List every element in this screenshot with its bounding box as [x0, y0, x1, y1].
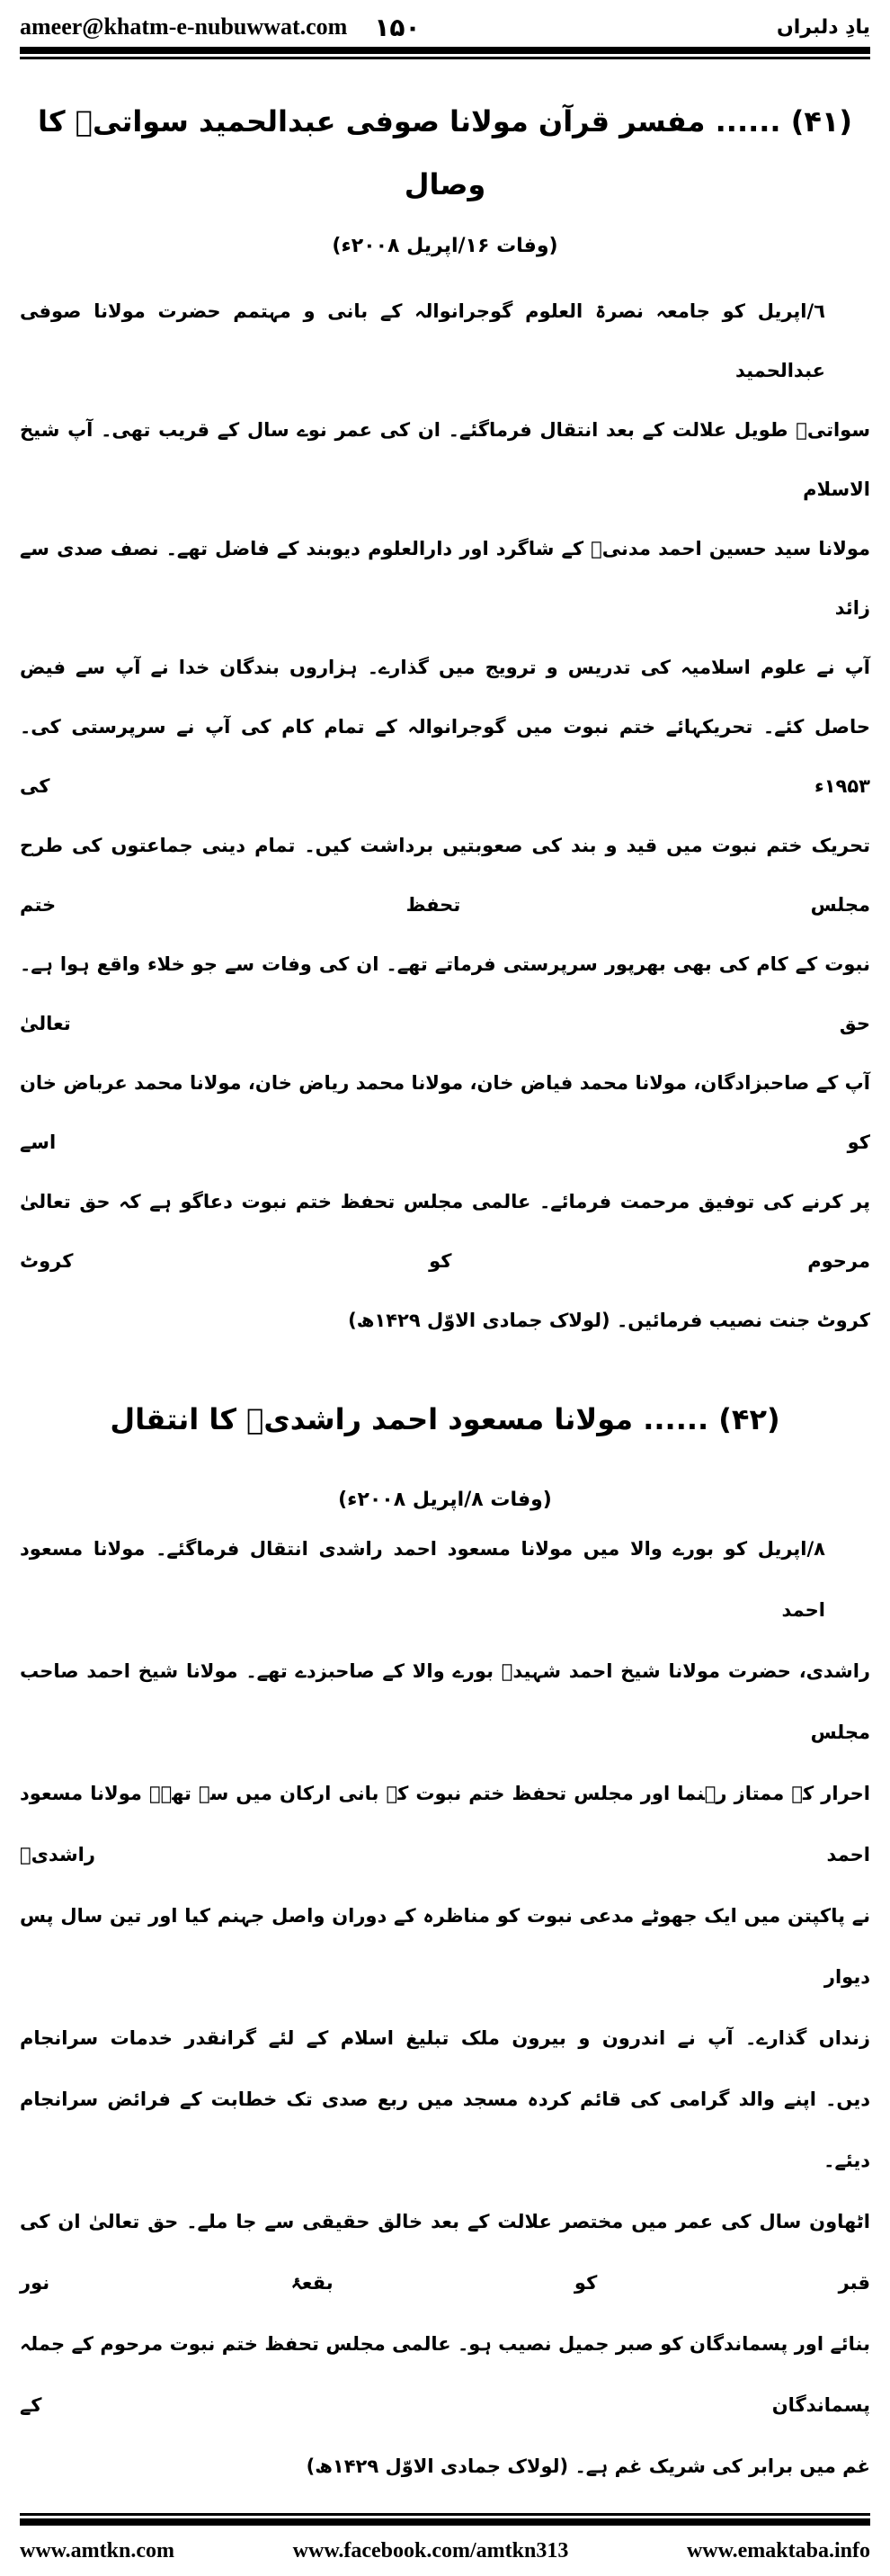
paragraph-line: راشدی، حضرت مولانا شیخ احمد شہیدؒ بورے والا کے صاحبزدے تھے۔ مولانا شیخ احمد صاحب مجلس	[20, 1660, 870, 1743]
paragraph-line: حاصل کئے۔ تحریکہائے ختم نبوت میں گوجرانوالہ کے تمام کام کی آپ نے سرپرستی کی۔ ۱۹۵۳ء کی	[20, 716, 870, 797]
paragraph-line: غم میں برابر کی شریک غم ہے۔ (لولاک جمادی الاوّل ۱۴۲۹ھ)	[306, 2455, 870, 2477]
paragraph-line: ۸/اپریل کو بورے والا میں مولانا مسعود احمد راشدی انتقال فرماگئے۔ مولانا مسعود احمد	[20, 1538, 825, 1621]
paragraph-line: آپ نے علوم اسلامیہ کی تدریس و ترویج میں گذارے۔ ہزاروں بندگان خدا نے آپ سے فیض	[20, 657, 870, 678]
footer-link-facebook[interactable]: www.facebook.com/amtkn313	[292, 2538, 569, 2563]
header-rule-thin	[20, 57, 870, 59]
paragraph-line: ٦/اپریل کو جامعہ نصرۃ العلوم گوجرانوالہ کے بانی و مہتمم حضرت مولانا صوفی عبدالحمید	[20, 300, 825, 381]
footer-rule-thin	[20, 2513, 870, 2516]
page-number: ۱۵۰	[374, 12, 421, 42]
section-42	[20, 1388, 870, 2497]
page-footer	[20, 2526, 870, 2576]
paragraph-line: نے پاکپتن میں ایک جھوٹے مدعی نبوت کو مناظرہ کے دوران واصل جہنم کیا اور تین سال پس دیوار	[20, 1905, 870, 1988]
paragraph-line: کروٹ جنت نصیب فرمائیں۔ (لولاک جمادی الاوّل ۱۴۲۹ھ)	[348, 1310, 870, 1331]
paragraph-line: نبوت کے کام کی بھی بھرپور سرپرستی فرماتے تھے۔ ان کی وفات سے جو خلاء واقع ہوا ہے۔ حق تعالیٰ	[20, 953, 870, 1034]
paragraph-line: دیں۔ اپنے والد گرامی کی قائم کردہ مسجد میں ربع صدی تک خطابت کے فرائض سرانجام دیئے۔	[20, 2089, 870, 2171]
footer-rule-thick	[20, 2518, 870, 2526]
section-title: (۴۲) ...... مولانا مسعود احمد راشدیؒ کا انتقال	[110, 1402, 780, 1436]
paragraph-line: سواتیؒ طویل علالت کے بعد انتقال فرماگئے۔ ان کی عمر نوے سال کے قریب تھی۔ آپ شیخ الاسلام	[20, 419, 870, 500]
section-title: (۴۱) ...... مفسر قرآن مولانا صوفی عبدالحمید سواتیؒ کا وصال	[37, 104, 853, 201]
paragraph-line: آپ کے صاحبزادگان، مولانا محمد فیاض خان، مولانا محمد ریاض خان، مولانا محمد عرباض خان کو اسے	[20, 1072, 870, 1153]
paragraph-line: زنداں گذارے۔ آپ نے اندرون و بیرون ملک تبلیغ اسلام کے لئے گرانقدر خدمات سرانجام	[20, 2027, 870, 2049]
page-header	[20, 0, 870, 47]
paragraph-line: مولانا سید حسین احمد مدنیؒ کے شاگرد اور دارالعلوم دیوبند کے فاضل تھے۔ نصف صدی سے زائد	[20, 538, 870, 619]
header-email: ameer@khatm-e-nubuwwat.com	[20, 13, 348, 40]
section-subtitle: (وفات ۸/اپریل ۲۰۰۸ء)	[338, 1489, 552, 1511]
footer-link-amtkn[interactable]: www.amtkn.com	[20, 2538, 174, 2563]
paragraph-line: پر کرنے کی توفیق مرحمت فرمائے۔ عالمی مجلس تحفظ ختم نبوت دعاگو ہے کہ حق تعالیٰ مرحوم کو کروٹ	[20, 1191, 870, 1272]
section-subtitle: (وفات ۱۶/اپریل ۲۰۰۸ء)	[332, 235, 558, 257]
paragraph-line: بنائے اور پسماندگان کو صبر جمیل نصیب ہو۔ عالمی مجلس تحفظ ختم نبوت مرحوم کے جملہ پسماندگان کے	[20, 2333, 870, 2416]
header-rule-thick	[20, 47, 870, 54]
paragraph-line: تحریک ختم نبوت میں قید و بند کی صعوبتیں برداشت کیں۔ تمام دینی جماعتوں کی طرح مجلس تحفظ ختم	[20, 835, 870, 916]
paragraph-line: اٹھاون سال کی عمر میں مختصر علالت کے بعد خالق حقیقی سے جا ملے۔ حق تعالیٰ ان کی قبر کو بقعۂ نور	[20, 2211, 870, 2294]
book-title: یادِ دلبراں	[776, 15, 870, 39]
footer-link-emaktaba[interactable]: www.emaktaba.info	[686, 2538, 870, 2563]
section-41	[20, 90, 870, 1350]
paragraph-line: احرار کے ممتاز رہنما اور مجلس تحفظ ختم نبوت کے بانی ارکان میں سے تھے۔ مولانا مسعود احمد راشدیؒ	[20, 1783, 870, 1865]
